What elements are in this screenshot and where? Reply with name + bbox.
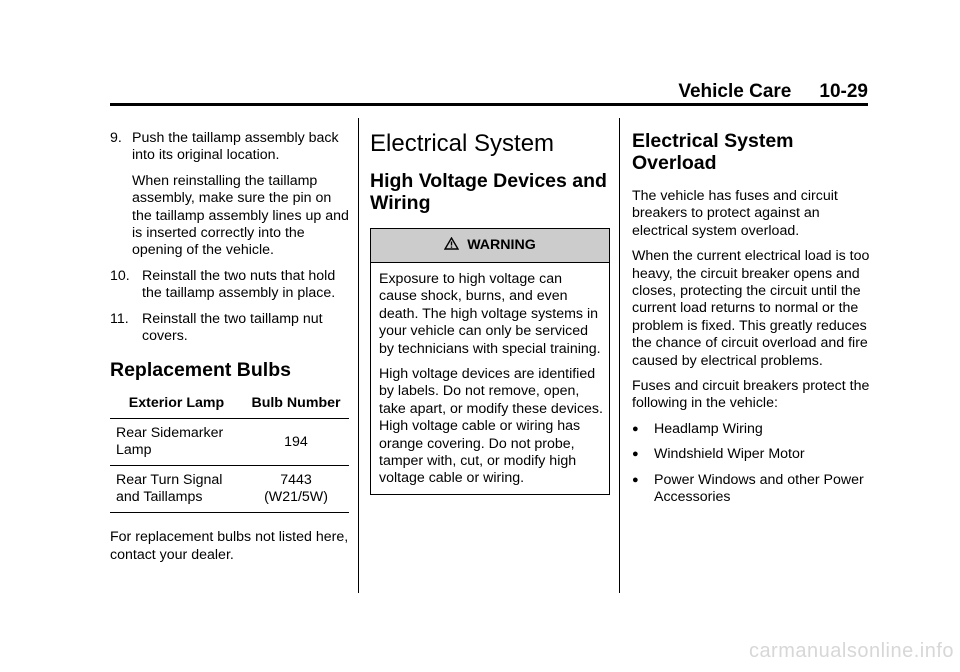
replacement-bulbs-heading: Replacement Bulbs xyxy=(110,359,291,382)
overload-heading: Electrical System Overload xyxy=(632,130,794,174)
header-rule xyxy=(110,103,868,106)
column-right xyxy=(632,130,870,515)
page-number: 10-29 xyxy=(819,81,868,102)
protected-items-list xyxy=(632,421,870,507)
step-text: Reinstall the two taillamp nut covers. xyxy=(142,310,323,345)
step-11 xyxy=(110,311,350,346)
step-number: 10. xyxy=(110,267,130,284)
table-cell-lamp: Rear Sidemarker Lamp xyxy=(110,419,243,466)
warning-box xyxy=(370,228,610,495)
table-row xyxy=(110,419,349,466)
watermark: carmanualsonline.info xyxy=(748,640,954,662)
column-left xyxy=(110,130,350,572)
overload-paragraph: When the current electrical load is too heavy, the circuit breaker opens and closes, protecting the circuit until the current load returns to normal or the problem is fixed. This greatly reduces the chance of circuit overload and fire caused by electrical problems. xyxy=(632,248,870,369)
warning-text: Exposure to high voltage can cause shock, burns, and even death. The high voltage systems in your vehicle can only be serviced by technicians with special training. xyxy=(379,271,601,357)
table-header-lamp: Exterior Lamp xyxy=(110,389,243,419)
high-voltage-heading: High Voltage Devices and Wiring xyxy=(370,170,607,214)
table-header-bulb: Bulb Number xyxy=(243,389,349,419)
step-9 xyxy=(110,130,350,260)
table-row xyxy=(110,466,349,513)
column-divider xyxy=(358,118,359,593)
electrical-system-title: Electrical System xyxy=(370,130,555,157)
overload-paragraph: The vehicle has fuses and circuit breakers to protect against an electrical system overload. xyxy=(632,188,838,239)
warning-header xyxy=(371,229,609,263)
warning-text: High voltage devices are identified by labels. Do not remove, open, take apart, or modify these devices. High voltage cable or wiring has orange covering. Do not probe, tamper with, cut, or modify high voltage cable or wiring. xyxy=(379,366,603,487)
bullet-icon: ● xyxy=(632,422,639,435)
step-number: 11. xyxy=(110,310,129,327)
step-text: Reinstall the two nuts that hold the taillamp assembly in place. xyxy=(142,267,336,302)
table-cell-lamp: Rear Turn Signal and Taillamps xyxy=(110,466,243,513)
column-divider xyxy=(619,118,620,593)
step-10 xyxy=(110,268,350,303)
table-cell-bulb: 194 xyxy=(243,419,349,466)
warning-label: WARNING xyxy=(467,237,536,253)
step-text: Push the taillamp assembly back into its original location. xyxy=(132,130,339,164)
step-number: 9. xyxy=(110,130,122,146)
page-header xyxy=(110,80,868,104)
column-middle xyxy=(370,130,608,495)
overload-paragraph: Fuses and circuit breakers protect the following in the vehicle: xyxy=(632,378,870,412)
warning-triangle-icon xyxy=(444,237,463,253)
list-item: ● Windshield Wiper Motor xyxy=(632,446,805,463)
replacement-note: For replacement bulbs not listed here, contact your dealer. xyxy=(110,529,349,563)
table-cell-bulb: 7443 (W21/5W) xyxy=(243,466,349,513)
section-title: Vehicle Care xyxy=(678,81,792,102)
bullet-icon: ● xyxy=(632,448,639,461)
list-item: ● Headlamp Wiring xyxy=(632,420,763,437)
bulb-table xyxy=(110,389,349,513)
list-item: ● Power Windows and other Power Accessories xyxy=(632,471,864,506)
step-subtext: When reinstalling the taillamp assembly, make sure the pin on the taillamp assembly lines up and is inserted correctly into the opening of the vehicle. xyxy=(132,172,349,259)
bullet-icon: ● xyxy=(632,473,639,486)
